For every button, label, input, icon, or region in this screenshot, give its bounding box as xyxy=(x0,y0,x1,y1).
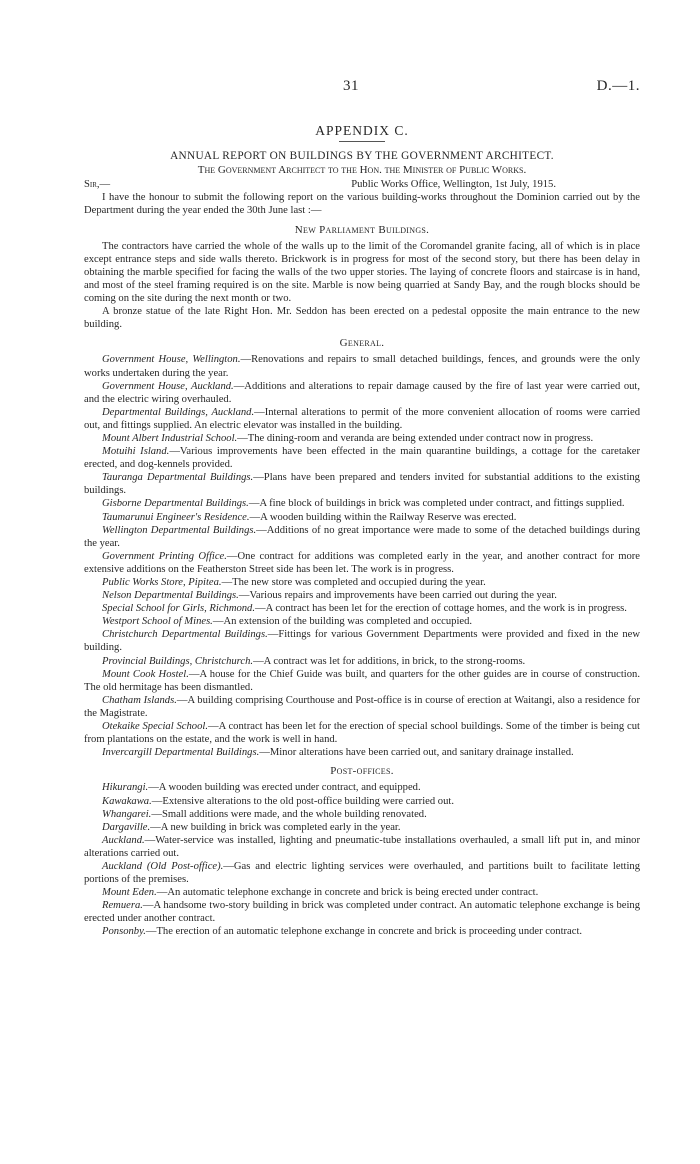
item-text: —An automatic telephone exchange in concrete and brick is being erected under contract. xyxy=(156,887,539,899)
item-title: Nelson Departmental Buildings. xyxy=(102,590,239,602)
report-paragraph xyxy=(84,925,640,938)
report-paragraph xyxy=(84,781,640,794)
report-paragraph xyxy=(84,432,640,445)
item-title: Wellington Departmental Buildings. xyxy=(102,524,257,536)
item-text: —An extension of the building was completed and occupied. xyxy=(212,616,473,628)
item-title: Invercargill Departmental Buildings. xyxy=(102,747,260,759)
report-paragraph xyxy=(84,694,640,720)
item-text: —A wooden building was erected under contract, and equipped. xyxy=(148,782,421,794)
report-paragraph xyxy=(84,834,640,860)
address-line xyxy=(84,178,640,191)
report-paragraph xyxy=(84,860,640,886)
item-title: Westport School of Mines. xyxy=(102,616,213,628)
item-title: Gisborne Departmental Buildings. xyxy=(102,498,249,510)
item-text: —Additions and alterations to repair damage caused by the fire of last year were carried out, and the electric wiring overhauled. xyxy=(84,380,641,405)
item-title: Motuihi Island. xyxy=(102,446,170,458)
item-text: —Additions of no great importance were made to some of the detached buildings during the year. xyxy=(84,524,640,549)
item-text: —Water-service was installed, lighting and pneumatic-tube installations overhauled, a small lift put in, and minor alterations carried out. xyxy=(84,834,640,859)
item-title: Public Works Store, Pipitea. xyxy=(102,577,222,588)
report-paragraph xyxy=(84,795,640,808)
item-text: —The new store was completed and occupied during the year. xyxy=(221,577,486,588)
item-title: Chatham Islands. xyxy=(102,694,177,706)
item-title: Government Printing Office. xyxy=(102,550,227,562)
item-text: —A fine block of buildings in brick was completed under contract, and fittings supplied. xyxy=(248,498,625,510)
item-title: Auckland. xyxy=(102,834,145,846)
report-paragraph xyxy=(84,524,640,550)
report-title: ANNUAL REPORT ON BUILDINGS BY THE GOVERNMENT ARCHITECT. xyxy=(170,150,554,163)
report-paragraph xyxy=(84,746,640,759)
item-title: Auckland (Old Post-office). xyxy=(102,860,224,872)
item-text: —A new building in brick was completed early in the year. xyxy=(150,821,401,833)
report-paragraph xyxy=(84,406,640,432)
item-text: —A handsome two-story building in brick was completed under contract. An automatic telephone exchange is being erected under another contract. xyxy=(84,900,640,925)
item-title: Otekaike Special School. xyxy=(102,721,208,733)
item-text: A bronze statue of the late Right Hon. Mr. Seddon has been erected on a pedestal opposite the main entrance to the new building. xyxy=(84,306,640,331)
report-paragraph xyxy=(84,808,640,821)
item-title: Mount Cook Hostel. xyxy=(102,668,189,680)
report-paragraph xyxy=(84,497,640,510)
item-text: The contractors have carried the whole of the walls up to the limit of the Coromandel granite facing, all of which is in place except entrance steps and side walls thereto. Brickwork is in progress for most of the second story, but there has been delay in obtaining the marble specified for facing the walls of the two upper stories. The laying of concrete floors and staircase is in hand, and most of the steel framing required is on the site. Marble is now being quarried at Sandy Bay, and the rough blocks should be coming on the site during the next month or two. xyxy=(84,240,640,305)
office-address: Public Works Office, Wellington, 1st July, 1915. xyxy=(351,179,556,191)
report-paragraph xyxy=(84,720,640,746)
page-number: 31 xyxy=(343,78,359,94)
report-paragraph xyxy=(84,668,640,694)
report-subtitle: The Government Architect to the Hon. the Minister of Public Works. xyxy=(197,164,527,177)
report-paragraph xyxy=(84,445,640,471)
report-paragraph xyxy=(84,305,640,331)
report-paragraph xyxy=(84,589,640,602)
item-title: Kawakawa. xyxy=(102,795,152,807)
item-text: —Internal alterations to permit of the more convenient allocation of rooms were carried out, and fittings supplied. An electric elevator was installed in the building. xyxy=(84,406,641,431)
item-title: Special School for Girls, Richmond. xyxy=(102,603,256,615)
section-heading: General. xyxy=(339,337,385,350)
item-text: —Small additions were made, and the whole building renovated. xyxy=(151,808,427,820)
report-paragraph xyxy=(84,353,640,379)
report-paragraph xyxy=(84,821,640,834)
item-title: Dargaville. xyxy=(102,821,151,833)
item-title: Whangarei. xyxy=(102,808,152,820)
item-title: Mount Eden. xyxy=(102,887,157,899)
item-text: —The dining-room and veranda are being extended under contract now in progress. xyxy=(237,432,594,444)
item-title: Christchurch Departmental Buildings. xyxy=(102,629,268,641)
item-title: Mount Albert Industrial School. xyxy=(102,432,238,444)
item-text: —Extensive alterations to the old post-office building were carried out. xyxy=(151,795,454,807)
item-text: —One contract for additions was completed early in the year, and another contract for more extensive additions on the Featherston Street side has been let. The work is in progress. xyxy=(84,550,640,575)
item-title: Government House, Wellington. xyxy=(102,354,241,366)
item-text: —A contract has been let for the erection of special school buildings. Some of the timber is being cut from plantations on the estate, and the work is well in hand. xyxy=(84,721,640,746)
item-text: —A contract was let for additions, in brick, to the strong-rooms. xyxy=(253,655,526,667)
item-text: —Minor alterations have been carried out, and sanitary drainage installed. xyxy=(259,747,574,759)
item-title: Departmental Buildings, Auckland. xyxy=(102,406,255,418)
report-paragraph xyxy=(84,602,640,615)
item-title: Remuera. xyxy=(102,900,143,912)
item-title: Ponsonby. xyxy=(102,926,146,938)
report-body xyxy=(84,224,640,939)
item-title: Tauranga Departmental Buildings. xyxy=(102,472,254,484)
salutation: Sir,— xyxy=(84,179,111,191)
report-paragraph xyxy=(84,655,640,668)
report-paragraph xyxy=(84,240,640,305)
item-text: —Plans have been prepared and tenders invited for substantial additions to the existing buildings. xyxy=(84,472,640,497)
report-paragraph xyxy=(84,628,640,654)
report-paragraph xyxy=(84,576,640,589)
intro-paragraph: I have the honour to submit the following report on the various building-works throughout the Dominion carried out by the Department during the year ended the 30th June last :— xyxy=(84,192,640,217)
item-title: Hikurangi. xyxy=(102,782,149,794)
report-paragraph xyxy=(84,615,640,628)
item-text: —Gas and electric lighting services were overhauled, and partitions built to facilitate letting portions of the premises. xyxy=(84,860,640,886)
item-text: —Various improvements have been effected in the main quarantine buildings, a cottage for the caretaker erected, and dog-kennels provided. xyxy=(84,446,641,471)
title-rule xyxy=(339,141,385,142)
document-reference: D.—1. xyxy=(596,78,640,94)
section-heading: New Parliament Buildings. xyxy=(294,223,430,236)
report-paragraph xyxy=(84,899,640,925)
item-title: Provincial Buildings, Christchurch. xyxy=(102,655,254,667)
item-text: —A contract has been let for the erection of cottage homes, and the work is in progress. xyxy=(255,603,627,615)
item-text: —A house for the Chief Guide was built, and quarters for the other guides are in course of construction. The old hermitage has been dismantled. xyxy=(84,668,640,693)
report-paragraph xyxy=(84,380,640,406)
item-title: Government House, Auckland. xyxy=(102,380,234,392)
item-text: —Fittings for various Government Departments were provided and fixed in the new building. xyxy=(84,629,640,654)
item-text: —The erection of an automatic telephone exchange in concrete and brick is proceeding under contract. xyxy=(145,926,583,938)
report-paragraph xyxy=(84,886,640,899)
report-paragraph xyxy=(84,550,640,576)
report-paragraph xyxy=(84,471,640,497)
section-heading: Post-offices. xyxy=(330,765,394,778)
item-text: —Various repairs and improvements have been carried out during the year. xyxy=(238,590,557,602)
item-text: —A wooden building within the Railway Reserve was erected. xyxy=(249,511,517,523)
item-text: —Renovations and repairs to small detached buildings, fences, and grounds were the only works undertaken during the year. xyxy=(84,354,640,379)
item-title: Taumarunui Engineer's Residence. xyxy=(102,511,250,523)
report-paragraph xyxy=(84,511,640,524)
appendix-title: APPENDIX C. xyxy=(315,123,409,138)
item-text: —A building comprising Courthouse and Post-office is in course of erection at Waitangi, also a residence for the Magistrate. xyxy=(84,694,640,719)
